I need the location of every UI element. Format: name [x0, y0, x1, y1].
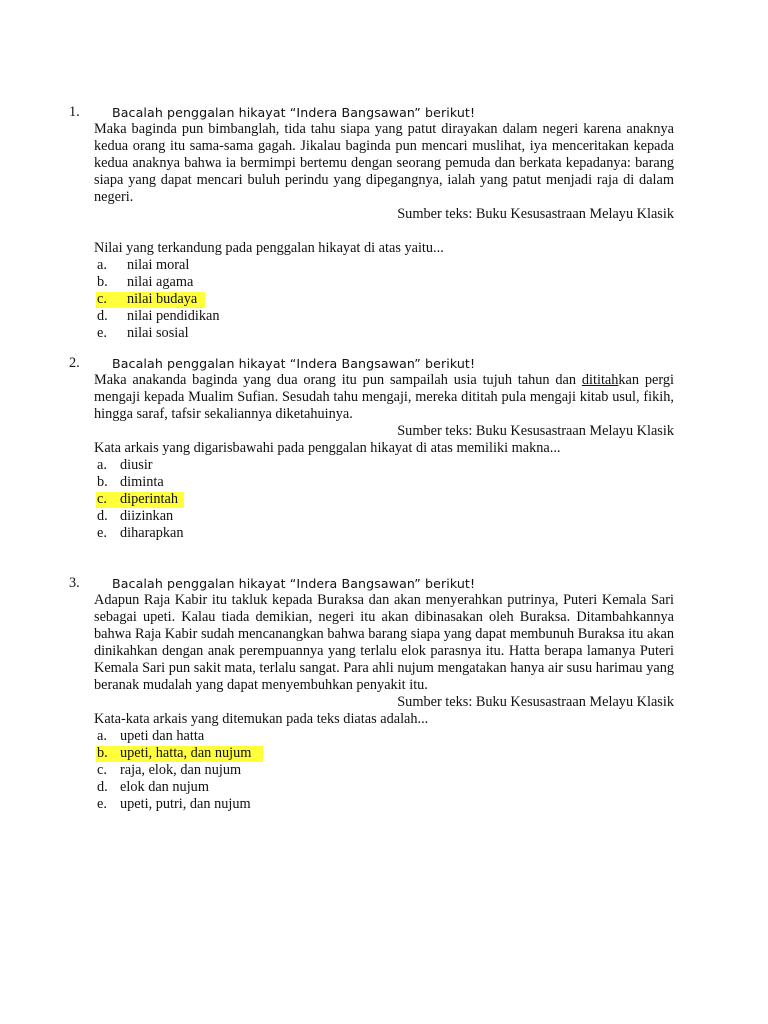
- question-number: 1.: [69, 104, 80, 120]
- option-e[interactable]: [0, 796, 768, 813]
- option-e[interactable]: [0, 525, 768, 542]
- option-d[interactable]: [0, 508, 768, 525]
- question-number: 3.: [69, 575, 80, 591]
- question-prompt: Kata arkais yang digarisbawahi pada penggalan hikayat di atas memiliki makna...: [94, 440, 561, 456]
- option-letter: c.: [97, 291, 107, 307]
- option-letter: a.: [97, 257, 107, 273]
- option-text: nilai budaya: [127, 291, 198, 307]
- option-d[interactable]: [0, 779, 768, 796]
- option-text: diizinkan: [120, 508, 174, 524]
- option-a[interactable]: [0, 257, 768, 274]
- option-text: nilai sosial: [127, 325, 189, 341]
- option-letter: e.: [97, 325, 107, 341]
- option-c-highlighted[interactable]: [0, 491, 768, 508]
- option-letter: e.: [97, 525, 107, 541]
- option-d[interactable]: [0, 308, 768, 325]
- question-intro: Bacalah penggalan hikayat “Indera Bangsawan” berikut!: [112, 576, 476, 591]
- option-letter: d.: [97, 508, 108, 524]
- option-letter: d.: [97, 308, 108, 324]
- hikayat-passage: [94, 372, 674, 423]
- option-c[interactable]: [0, 762, 768, 779]
- option-text: upeti, hatta, dan nujum: [120, 745, 252, 761]
- question-1: [0, 104, 768, 342]
- option-text: raja, elok, dan nujum: [120, 762, 242, 778]
- option-letter: a.: [97, 728, 107, 744]
- option-c-highlighted[interactable]: [0, 291, 768, 308]
- option-text: elok dan nujum: [120, 779, 209, 795]
- option-text: nilai agama: [127, 274, 194, 290]
- question-number: 2.: [69, 355, 80, 371]
- hikayat-passage: [94, 592, 674, 694]
- passage-text: Adapun Raja Kabir itu takluk kepada Buraksa dan akan menyerahkan putrinya, Puteri Kemala Sari sebagai upeti. Kalau tiada demikian, negeri itu akan dibinasakan oleh Buraksa. Ditambahkannya bahwa Raja Kabir sudah mencanangkan bahwa barang siapa yang dapat membunuh Buraksa itu akan dinikahkan dengan anak perempuannya yang terlalu elok parasnya itu. Hatta berapa lamanya Puteri Kemala Sari pun sakit mata, terlalu sangat. Para ahli nujum mengatakan hanya air susu harimau yang beranak mudalah yang dapat menyembuhkan penyakit itu.: [94, 592, 674, 693]
- option-letter: c.: [97, 762, 107, 778]
- option-letter: b.: [97, 474, 108, 490]
- option-text: diminta: [120, 474, 164, 490]
- option-b[interactable]: [0, 474, 768, 491]
- answer-options: [0, 457, 768, 542]
- source-citation: Sumber teks: Buku Kesusastraan Melayu Klasik: [397, 423, 674, 439]
- option-text: nilai pendidikan: [127, 308, 220, 324]
- option-b-highlighted[interactable]: [0, 745, 768, 762]
- passage-text: [94, 372, 674, 423]
- option-text: nilai moral: [127, 257, 190, 273]
- option-e[interactable]: [0, 325, 768, 342]
- option-text: diusir: [120, 457, 153, 473]
- option-letter: a.: [97, 457, 107, 473]
- underlined-archaic-word: dititah: [581, 372, 619, 388]
- option-letter: b.: [97, 745, 108, 761]
- option-letter: e.: [97, 796, 107, 812]
- option-letter: d.: [97, 779, 108, 795]
- question-intro: Bacalah penggalan hikayat “Indera Bangsawan” berikut!: [112, 356, 476, 371]
- source-citation: Sumber teks: Buku Kesusastraan Melayu Klasik: [397, 206, 674, 222]
- hikayat-passage: [94, 121, 674, 206]
- option-letter: b.: [97, 274, 108, 290]
- question-prompt: Kata-kata arkais yang ditemukan pada teks diatas adalah...: [94, 711, 429, 727]
- option-a[interactable]: [0, 457, 768, 474]
- passage-text: Maka baginda pun bimbanglah, tida tahu siapa yang patut dirayakan dalam negeri karena anaknya kedua orang itu sama-sama gagah. Jikalau baginda pun mencari muslihat, iya menceritakan kepada kedua anaknya bahwa ia bermimpi bertemu dengan seorang pemuda dan berkata kepadanya: barang siapa yang dapat mencari buluh perindu yang dipegangnya, ialah yang patut menjadi raja di dalam negeri.: [94, 121, 674, 205]
- question-intro: Bacalah penggalan hikayat “Indera Bangsawan” berikut!: [112, 105, 476, 120]
- option-b[interactable]: [0, 274, 768, 291]
- option-text: upeti, putri, dan nujum: [120, 796, 251, 812]
- source-citation: Sumber teks: Buku Kesusastraan Melayu Klasik: [397, 694, 674, 710]
- question-3: [0, 575, 768, 813]
- passage-text-after: kan pergi mengaji kepada Mualim Sufian. Sesudah tahu mengaji, mereka dititah pula mengaji kitab usul, fikih, hingga saraf, tafsir sekaliannya diketahuinya.: [94, 372, 674, 422]
- passage-text-before: Maka anakanda baginda yang dua orang itu pun sampailah usia tujuh tahun dan: [94, 372, 582, 388]
- question-prompt: Nilai yang terkandung pada penggalan hikayat di atas yaitu...: [94, 240, 444, 256]
- option-text: upeti dan hatta: [120, 728, 205, 744]
- option-letter: c.: [97, 491, 107, 507]
- option-text: diharapkan: [120, 525, 184, 541]
- question-2: [0, 355, 768, 542]
- answer-options: [0, 728, 768, 813]
- option-a[interactable]: [0, 728, 768, 745]
- option-text: diperintah: [120, 491, 178, 507]
- answer-options: [0, 257, 768, 342]
